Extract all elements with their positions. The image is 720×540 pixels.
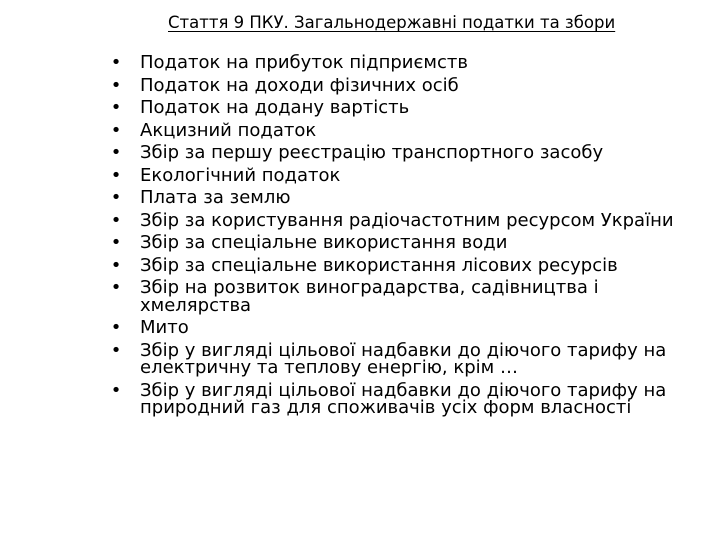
list-item-text: Податок на прибуток підприємств [140, 52, 468, 73]
bullet-icon: • [110, 317, 122, 338]
list-item [110, 379, 715, 418]
list-item [110, 254, 715, 276]
list-item [110, 189, 715, 207]
list-item [110, 279, 715, 314]
bullet-icon: • [110, 97, 122, 118]
list-item-text: Збір за користування радіочастотним ресурсом України [140, 209, 674, 231]
bullet-icon: • [110, 164, 122, 186]
list-item [110, 74, 715, 96]
list-item-text: Екологічний податок [140, 164, 341, 186]
tax-list [110, 54, 715, 422]
slide-title: Стаття 9 ПКУ. Загальнодержавні податки та збори [168, 13, 616, 32]
list-item [110, 99, 715, 117]
bullet-icon: • [110, 119, 122, 141]
list-item [110, 144, 715, 162]
list-item-text: Збір за спеціальне використання лісових ресурсів [140, 254, 618, 276]
bullet-icon: • [110, 254, 122, 276]
list-item [110, 319, 715, 337]
bullet-icon: • [110, 209, 122, 231]
bullet-icon: • [110, 379, 122, 401]
list-item-text: Податок на доходи фізичних осіб [140, 74, 459, 96]
list-item [110, 209, 715, 231]
list-item-text: Збір у вигляді цільової надбавки до діючого тарифу на природний газ для споживачів усіх форм власності [140, 379, 667, 418]
list-item-text: Акцизний податок [140, 119, 317, 141]
list-item-text: Збір за спеціальне використання води [140, 232, 508, 253]
list-item-text: Плата за землю [140, 187, 291, 208]
list-item-text: Збір за першу реєстрацію транспортного засобу [140, 142, 604, 163]
bullet-icon: • [110, 232, 122, 253]
list-item-text: Збір у вигляді цільової надбавки до діючого тарифу на електричну та теплову енергію, крім … [140, 339, 667, 378]
list-item [110, 339, 715, 378]
bullet-icon: • [110, 277, 122, 298]
bullet-icon: • [110, 339, 122, 361]
list-item-text: Податок на додану вартість [140, 97, 410, 118]
bullet-icon: • [110, 74, 122, 96]
bullet-icon: • [110, 187, 122, 208]
bullet-icon: • [110, 142, 122, 163]
bullet-icon: • [110, 52, 122, 73]
list-item [110, 234, 715, 252]
list-item-text: Збір на розвиток виноградарства, садівництва і хмелярства [140, 277, 599, 316]
list-item [110, 119, 715, 141]
list-item [110, 164, 715, 186]
list-item-text: Мито [140, 317, 189, 338]
list-item [110, 54, 715, 72]
